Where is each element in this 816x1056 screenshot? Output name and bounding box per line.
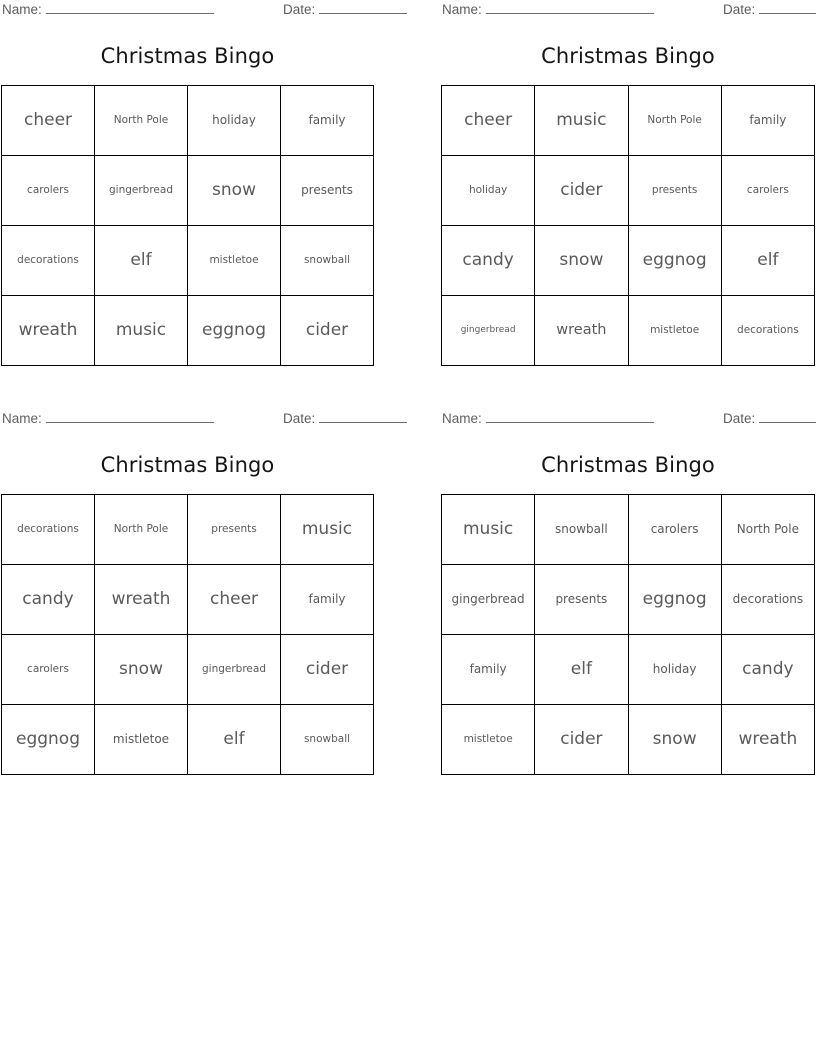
name-field[interactable] [2,2,214,17]
bingo-cell[interactable]: presents [535,565,628,635]
bingo-cell[interactable]: mistletoe [629,296,722,366]
bingo-cell[interactable]: carolers [629,495,722,565]
bingo-cell[interactable]: elf [188,705,281,775]
date-field[interactable] [723,2,816,17]
bingo-cell[interactable]: presents [281,156,374,226]
bingo-cell[interactable]: eggnog [188,296,281,366]
bingo-grid [441,85,815,366]
bingo-cell[interactable]: music [442,495,535,565]
date-field-write-line[interactable] [759,411,816,423]
bingo-cell[interactable]: snowball [281,705,374,775]
name-date-header [1,411,374,431]
date-field[interactable] [283,411,407,426]
date-field-label: Date: [723,411,756,426]
name-field-label: Name: [442,411,482,426]
bingo-cell[interactable]: snow [95,635,188,705]
bingo-cell[interactable]: cheer [188,565,281,635]
bingo-cell[interactable]: candy [442,226,535,296]
bingo-cell[interactable]: music [535,86,628,156]
bingo-cell[interactable]: eggnog [629,226,722,296]
bingo-cell[interactable]: gingerbread [95,156,188,226]
bingo-cell[interactable]: gingerbread [442,565,535,635]
bingo-cell[interactable]: music [95,296,188,366]
bingo-cell[interactable]: music [281,495,374,565]
bingo-cell[interactable]: snowball [535,495,628,565]
bingo-cell[interactable]: cider [281,296,374,366]
bingo-cell[interactable]: elf [722,226,815,296]
bingo-cell[interactable]: mistletoe [188,226,281,296]
name-date-header [441,2,815,22]
date-field-label: Date: [723,2,756,17]
name-field-write-line[interactable] [486,411,654,423]
bingo-cell[interactable]: cider [535,705,628,775]
bingo-grid [1,494,374,775]
bingo-cell[interactable]: holiday [442,156,535,226]
bingo-cell[interactable]: wreath [2,296,95,366]
name-field-write-line[interactable] [486,2,654,14]
bingo-cell[interactable]: gingerbread [188,635,281,705]
bingo-grid [441,494,815,775]
date-field-write-line[interactable] [759,2,816,14]
name-field-write-line[interactable] [46,2,214,14]
date-field-write-line[interactable] [319,411,407,423]
bingo-cell[interactable]: holiday [629,635,722,705]
bingo-cell[interactable]: North Pole [629,86,722,156]
date-field-write-line[interactable] [319,2,407,14]
bingo-cell[interactable]: decorations [722,296,815,366]
name-field-label: Name: [2,411,42,426]
card-title: Christmas Bingo [100,453,275,477]
bingo-cell[interactable]: cider [281,635,374,705]
bingo-cell[interactable]: wreath [535,296,628,366]
name-field-label: Name: [2,2,42,17]
bingo-cell[interactable]: mistletoe [95,705,188,775]
bingo-cell[interactable]: candy [2,565,95,635]
bingo-cell[interactable]: snow [535,226,628,296]
name-field[interactable] [2,411,214,426]
bingo-cell[interactable]: wreath [722,705,815,775]
bingo-cell[interactable]: North Pole [95,86,188,156]
bingo-cell[interactable]: gingerbread [442,296,535,366]
bingo-cell[interactable]: elf [535,635,628,705]
bingo-cell[interactable]: carolers [2,156,95,226]
bingo-cell[interactable]: cheer [2,86,95,156]
bingo-cell[interactable]: carolers [722,156,815,226]
bingo-cell[interactable]: eggnog [2,705,95,775]
bingo-cell[interactable]: eggnog [629,565,722,635]
name-field-label: Name: [442,2,482,17]
bingo-cell[interactable]: elf [95,226,188,296]
bingo-cell[interactable]: cider [535,156,628,226]
name-date-header [441,411,815,431]
bingo-cell[interactable]: North Pole [722,495,815,565]
bingo-cell[interactable]: presents [188,495,281,565]
bingo-cell[interactable]: presents [629,156,722,226]
bingo-cell[interactable]: cheer [442,86,535,156]
bingo-cell[interactable]: holiday [188,86,281,156]
card-title: Christmas Bingo [541,44,715,68]
card-title: Christmas Bingo [541,453,715,477]
bingo-cell[interactable]: snow [188,156,281,226]
bingo-cell[interactable]: North Pole [95,495,188,565]
name-field[interactable] [442,411,654,426]
date-field-label: Date: [283,411,316,426]
bingo-cell[interactable]: family [722,86,815,156]
bingo-cell[interactable]: decorations [2,495,95,565]
card-title: Christmas Bingo [100,44,275,68]
bingo-grid [1,85,374,366]
bingo-cell[interactable]: family [281,86,374,156]
bingo-cell[interactable]: snowball [281,226,374,296]
name-date-header [1,2,374,22]
bingo-cell[interactable]: decorations [722,565,815,635]
bingo-cell[interactable]: family [281,565,374,635]
date-field[interactable] [723,411,816,426]
name-field[interactable] [442,2,654,17]
bingo-cell[interactable]: family [442,635,535,705]
bingo-cell[interactable]: snow [629,705,722,775]
bingo-cell[interactable]: candy [722,635,815,705]
name-field-write-line[interactable] [46,411,214,423]
bingo-cell[interactable]: carolers [2,635,95,705]
bingo-cell[interactable]: wreath [95,565,188,635]
date-field-label: Date: [283,2,316,17]
date-field[interactable] [283,2,407,17]
bingo-cell[interactable]: decorations [2,226,95,296]
bingo-cell[interactable]: mistletoe [442,705,535,775]
